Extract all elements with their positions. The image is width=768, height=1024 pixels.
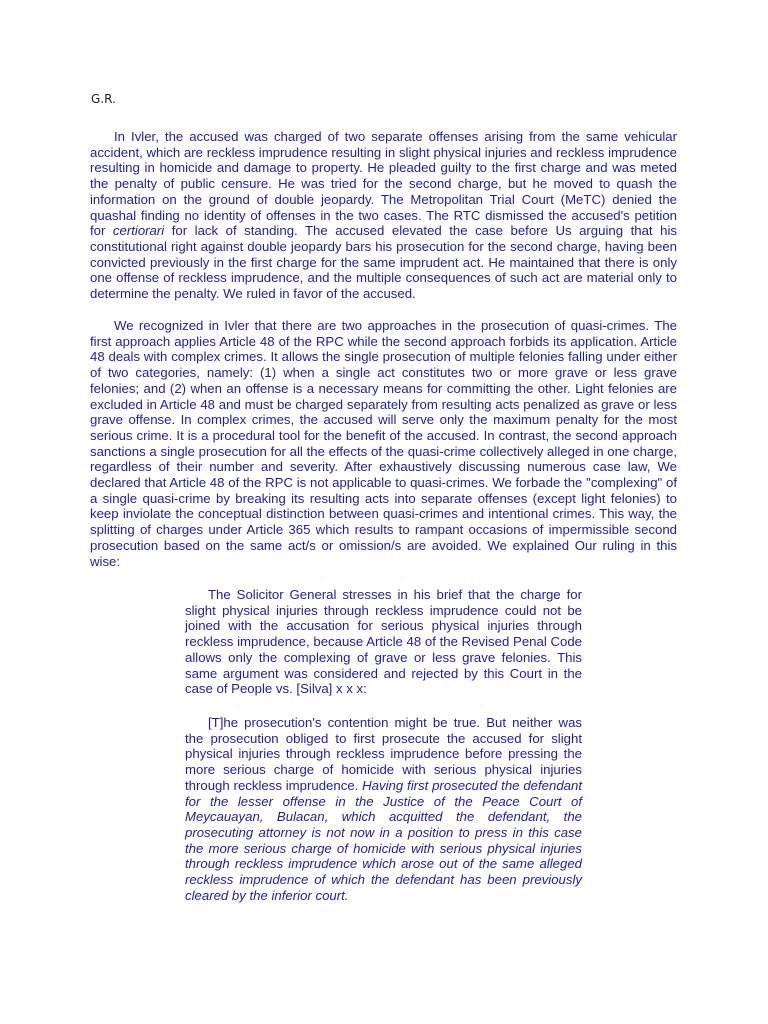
quote-text: [T]he prosecution's contention might be true. But neither was the prosecution obliged to first prosecute the accused for slight physical injuries through reckless imprudence before pressing the more serious charge of homicide with serious physical injuries through reckless imprudence.: [185, 715, 582, 793]
block-quote-solicitor-general: The Solicitor General stresses in his brief that the charge for slight physical injuries through reckless imprudence could not be joined with the accusation for serious physical injuries through reckless imprudence, because Article 48 of the Revised Penal Code allows only the complexing of grave or less grave felonies. This same argument was considered and rejected by this Court in the case of People vs. [Silva] x x x:: [185, 587, 582, 697]
paragraph-two-approaches: We recognized in Ivler that there are two approaches in the prosecution of quasi-crimes. The first approach applies Article 48 of the RPC while the second approach forbids its application. Article 48 deals with complex crimes. It allows the single prosecution of multiple felonies falling under either of two categories, namely: (1) when a single act constitutes two or more grave or less grave felonies; and (2) when an offense is a necessary means for committing the other. Light felonies are excluded in Article 48 and must be charged separately from resulting acts penalized as grave or less grave offense. In complex crimes, the accused will serve only the maximum penalty for the most serious crime. It is a procedural tool for the benefit of the accused. In contrast, the second approach sanctions a single prosecution for all the effects of the quasi-crime collectively alleged in one charge, regardless of their number and severity. After exhaustively discussing numerous case law, We declared that Article 48 of the RPC is not applicable to quasi-crimes. We forbade the "complexing" of a single quasi-crime by breaking its resulting acts into separate offenses (except light felonies) to keep inviolate the conceptual distinction between quasi-crimes and intentional crimes. This way, the splitting of charges under Article 365 which results to rampant occasions of impermissible second prosecution based on the same act/s or omission/s are avoided. We explained Our ruling in this wise:: [90, 318, 677, 569]
paragraph-text: In Ivler, the accused was charged of two separate offenses arising from the same vehicular accident, which are reckless imprudence resulting in slight physical injuries and reckless imprudence resulting in homicide and damage to property. He pleaded guilty to the first charge and was meted the penalty of public censure. He was tried for the second charge, but he moved to quash the information on the ground of double jeopardy. The Metropolitan Trial Court (MeTC) denied the quashal finding no identity of offenses in the two cases. The RTC dismissed the accused's petition for: [90, 129, 677, 239]
paragraph-ivler-facts: [90, 129, 677, 302]
block-quote-silva-ruling: [185, 715, 582, 903]
italic-term-certiorari: certiorari: [112, 223, 165, 239]
paragraph-text: for lack of standing. The accused elevated the case before Us arguing that his constitutional right against double jeopardy bars his prosecution for the second charge, having been convicted previously in the first charge for the same imprudent act. He maintained that there is only one offense of reckless imprudence, and the multiple consequences of such act are material only to determine the penalty. We ruled in favor of the accused.: [90, 223, 677, 302]
case-heading: G.R.: [91, 92, 116, 106]
quote-italic-text: Having first prosecuted the defendant for the lesser offense in the Justice of the Peace Court of Meycauayan, Bulacan, which acquitted the defendant, the prosecuting attorney is not now in a position to press in this case the more serious charge of homicide with serious physical injuries through reckless imprudence which arose out of the same alleged reckless imprudence of which the defendant has been previously cleared by the inferior court.: [185, 777, 583, 903]
